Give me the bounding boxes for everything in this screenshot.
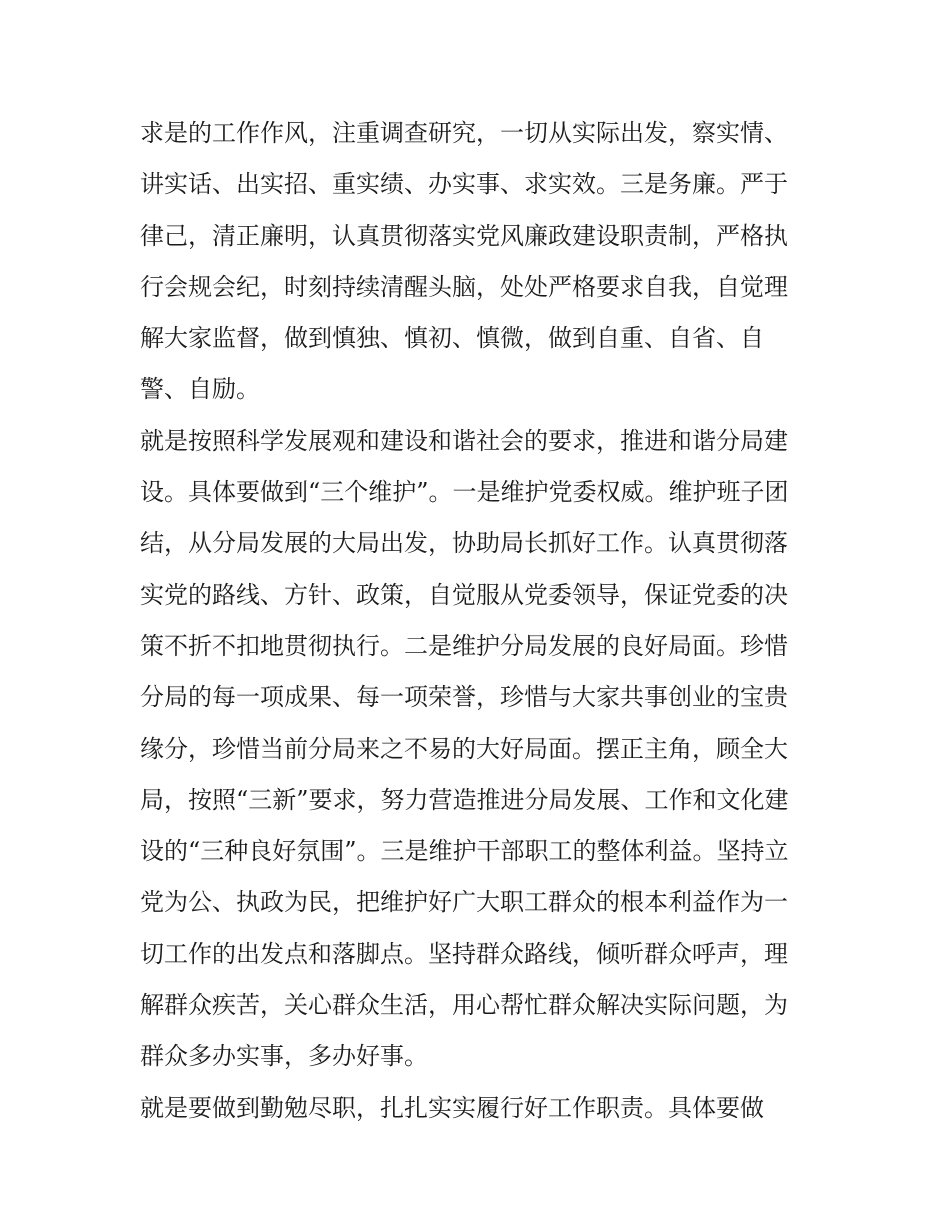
text-line-2: 讲实话、出实招、重实绩、办实事、求实效。三是务廉。严于 (140, 170, 788, 199)
text-line-16: 党为公、执政为民，把维护好广大职工群众的根本利益作为一 (140, 888, 788, 917)
text-line-4: 行会规会纪，时刻持续清醒头脑，处处严格要求自我，自觉理 (140, 272, 788, 301)
text-line-12: 分局的每一项成果、每一项荣誉，珍惜与大家共事创业的宝贵 (140, 683, 788, 712)
text-line-5: 解大家监督，做到慎独、慎初、慎微，做到自重、自省、自 (140, 324, 764, 353)
text-line-10: 实党的路线、方针、政策，自觉服从党委领导，保证党委的决 (140, 580, 788, 609)
body-text (140, 108, 820, 1134)
text-line-9: 结，从分局发展的大局出发，协助局长抓好工作。认真贯彻落 (140, 529, 788, 558)
text-line-17: 切工作的出发点和落脚点。坚持群众路线，倾听群众呼声，理 (140, 939, 788, 968)
text-line-13: 缘分，珍惜当前分局来之不易的大好局面。摆正主角，顾全大 (140, 734, 788, 763)
text-line-7: 就是按照科学发展观和建设和谐社会的要求，推进和谐分局建 (140, 426, 788, 455)
text-line-3: 律己，清正廉明，认真贯彻落实党风廉政建设职责制，严格执 (140, 221, 788, 250)
text-line-14: 局，按照“三新”要求，努力营造推进分局发展、工作和文化建 (140, 785, 789, 814)
text-line-6: 警、自励。 (140, 375, 260, 404)
text-line-11: 策不折不扣地贯彻执行。二是维护分局发展的良好局面。珍惜 (140, 631, 788, 660)
text-line-8: 设。具体要做到“三个维护”。一是维护党委权威。维护班子团 (140, 478, 789, 507)
text-line-15: 设的“三种良好氛围”。三是维护干部职工的整体利益。坚持立 (140, 837, 789, 866)
text-line-1: 求是的工作作风，注重调查研究，一切从实际出发，察实情、 (140, 119, 788, 147)
text-line-18: 解群众疾苦，关心群众生活，用心帮忙群众解决实际问题，为 (140, 991, 788, 1020)
text-line-20: 就是要做到勤勉尽职，扎扎实实履行好工作职责。具体要做 (140, 1093, 764, 1122)
text-line-19: 群众多办实事，多办好事。 (140, 1042, 428, 1071)
